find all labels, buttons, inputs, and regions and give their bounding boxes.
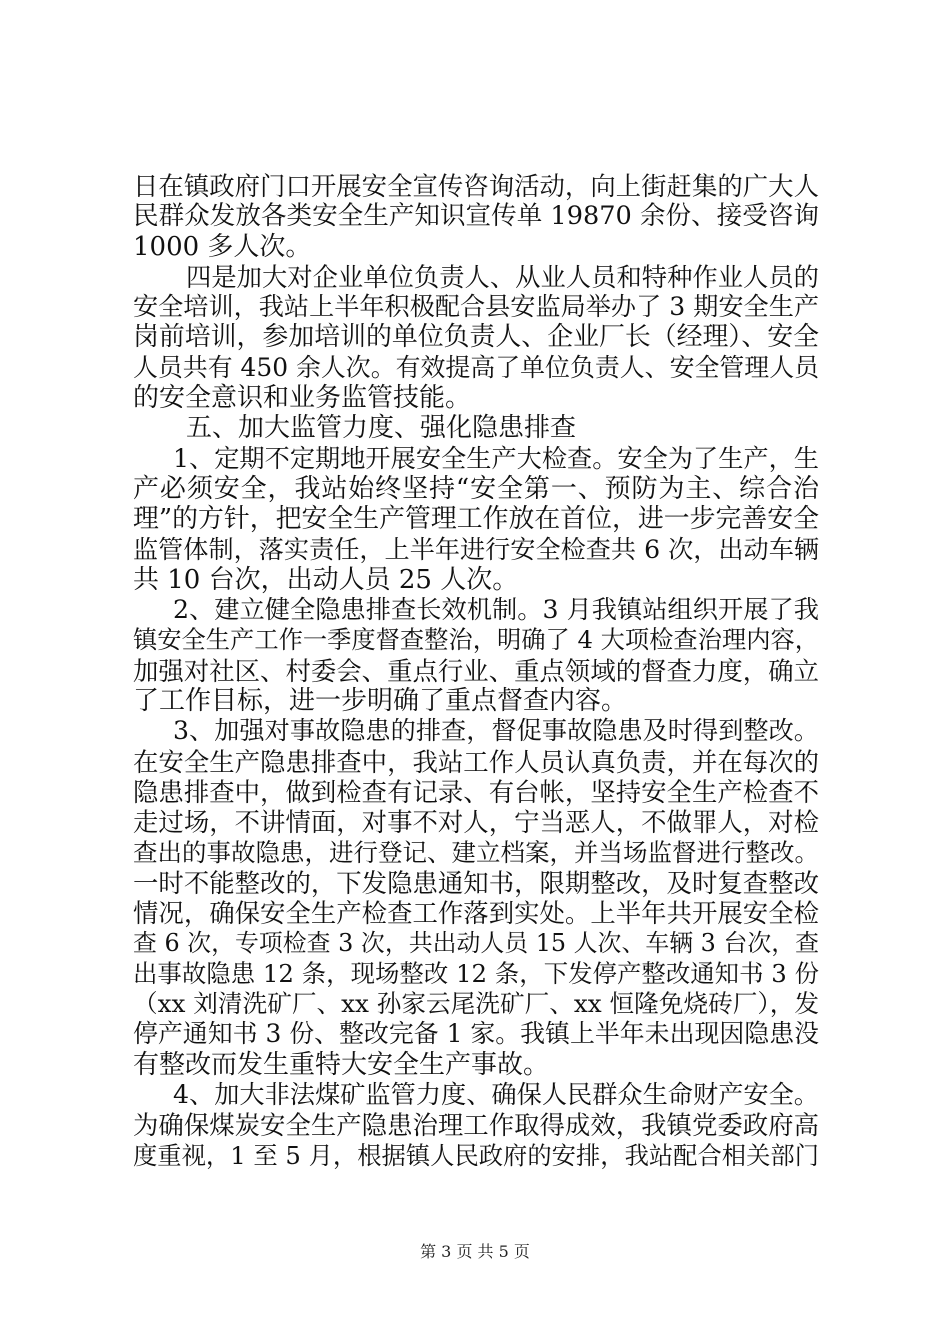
text-line: 查 6 次，专项检查 3 次，共出动人员 15 人次、车辆 3 台次，查 [133, 929, 819, 958]
text-line: 2、建立健全隐患排查长效机制。3 月我镇站组织开展了我 [173, 595, 819, 625]
text-line: 一时不能整改的，下发隐患通知书，限期整改，及时复查整改 [133, 867, 819, 898]
text-line: 产必须安全，我站始终坚持“安全第一、预防为主、综合治 [133, 473, 819, 504]
text-line: 1、定期不定期地开展安全生产大检查。安全为了生产，生 [173, 443, 819, 473]
text-line: 安全培训，我站上半年积极配合县安监局举办了 3 期安全生产 [133, 292, 819, 322]
text-line: 岗前培训，参加培训的单位负责人、企业厂长（经理）、安全 [133, 322, 819, 353]
text-line: 度重视，1 至 5 月，根据镇人民政府的安排，我站配合相关部门 [133, 1140, 819, 1170]
text-line: 五、加大监管力度、强化隐患排查 [186, 413, 577, 444]
page-footer: 第 3 页 共 5 页 [420, 1242, 530, 1261]
text-line: 为确保煤炭安全生产隐患治理工作取得成效，我镇党委政府高 [133, 1110, 819, 1141]
text-line: 监管体制，落实责任，上半年进行安全检查共 6 次，出动车辆 [133, 534, 819, 564]
text-line: （xx 刘清洗矿厂、xx 孙家云尾洗矿厂、xx 恒隆免烧砖厂），发 [133, 989, 819, 1019]
text-line: 查出的事故隐患，进行登记、建立档案，并当场监督进行整改。 [133, 837, 819, 867]
document-body [133, 171, 819, 1171]
text-line: 加强对社区、村委会、重点行业、重点领域的督查力度，确立 [133, 655, 819, 686]
text-line: 民群众发放各类安全生产知识宣传单 19870 余份、接受咨询 [133, 201, 819, 232]
text-line: 了工作目标，进一步明确了重点督查内容。 [133, 686, 628, 717]
text-line: 1000 多人次。 [133, 231, 312, 262]
text-line: 日在镇政府门口开展安全宣传咨询活动，向上街赶集的广大人 [133, 171, 819, 201]
text-line: 情况，确保安全生产检查工作落到实处。上半年共开展安全检 [133, 898, 819, 929]
text-line: 停产通知书 3 份、整改完备 1 家。我镇上半年未出现因隐患没 [133, 1019, 820, 1049]
text-line: 隐患排查中，做到检查有记录、有台帐，坚持安全生产检查不 [133, 776, 819, 807]
text-line: 4、加大非法煤矿监管力度、确保人民群众生命财产安全。 [173, 1079, 819, 1109]
text-line: 的安全意识和业务监管技能。 [133, 383, 472, 414]
text-line: 出事故隐患 12 条，现场整改 12 条，下发停产整改通知书 3 份 [133, 958, 819, 988]
text-line: 四是加大对企业单位负责人、从业人员和特种作业人员的 [186, 261, 819, 292]
text-line: 理”的方针，把安全生产管理工作放在首位，进一步完善安全 [133, 504, 819, 535]
text-line: 3、加强对事故隐患的排查，督促事故隐患及时得到整改。 [173, 716, 819, 746]
text-line: 有整改而发生重特大安全生产事故。 [133, 1049, 550, 1080]
text-line: 共 10 台次，出动人员 25 人次。 [133, 564, 519, 595]
text-line: 走过场，不讲情面，对事不对人，宁当恶人，不做罪人，对检 [133, 807, 819, 838]
text-line: 镇安全生产工作一季度督查整治，明确了 4 大项检查治理内容， [133, 625, 819, 655]
text-line: 人员共有 450 余人次。有效提高了单位负责人、安全管理人员 [133, 352, 820, 382]
text-line: 在安全生产隐患排查中，我站工作人员认真负责，并在每次的 [133, 746, 819, 777]
